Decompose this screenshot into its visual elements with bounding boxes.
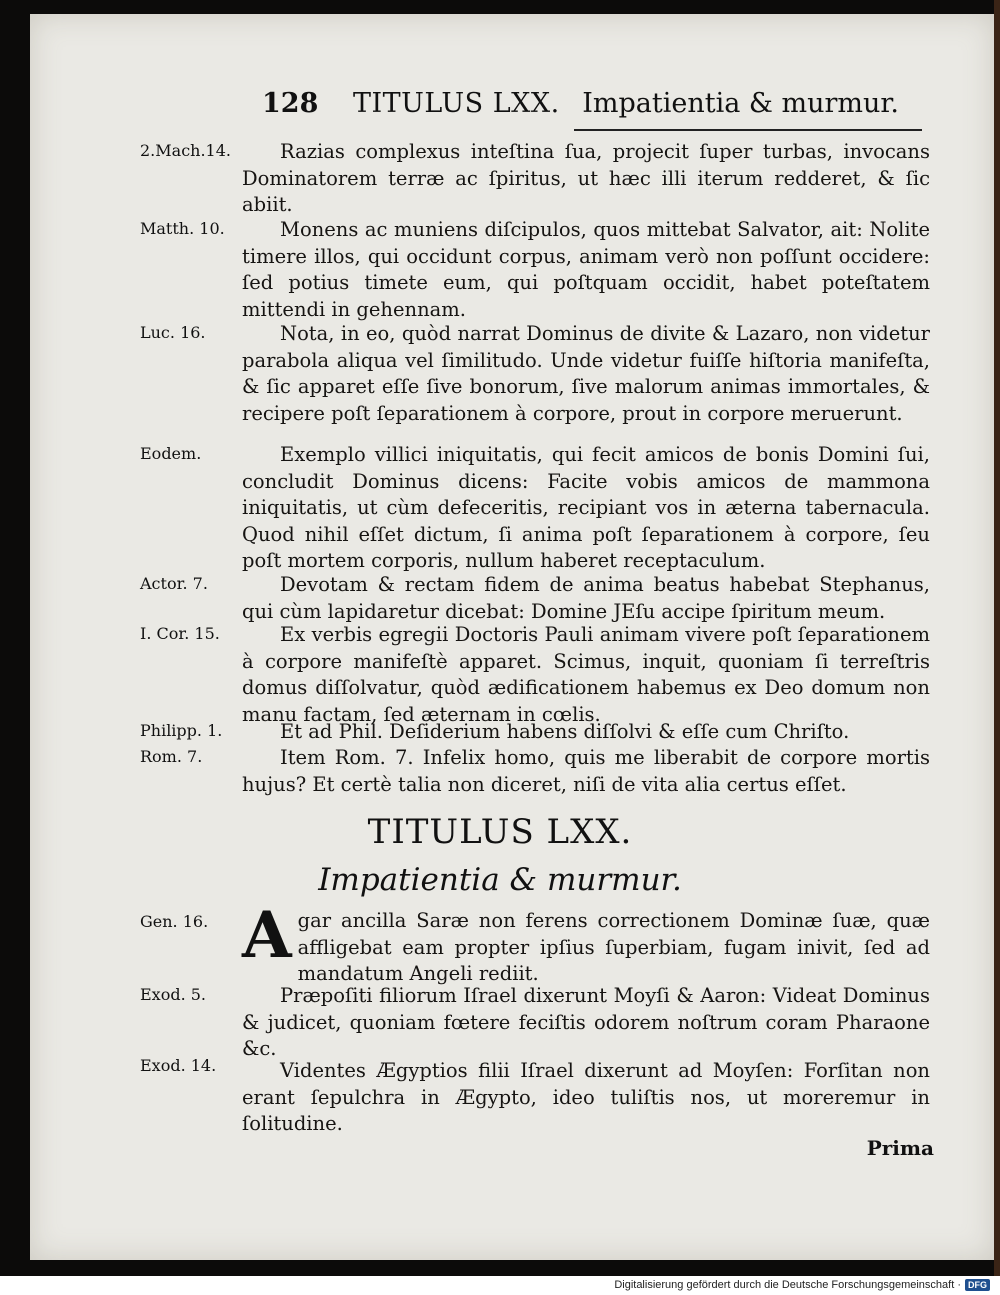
- section-subtitle: Impatientia & murmur.: [318, 862, 682, 898]
- margin-reference: Gen. 16.: [140, 912, 209, 931]
- margin-reference: 2.Mach.14.: [140, 141, 231, 160]
- margin-reference: Actor. 7.: [140, 574, 208, 593]
- catchword: Prima: [866, 1136, 934, 1160]
- paragraph: Razias complexus inteſtina ſua, projecit ſuper turbas, invocans Dominatorem terræ ac ſpiritus, ut hæc illi iterum redderet, & ſic abiit.: [242, 140, 930, 216]
- section-title: TITULUS LXX.: [367, 812, 633, 852]
- paragraph: Exemplo villici iniquitatis, qui fecit amicos de bonis Domini ſui, concludit Dominus dicens: Facite vobis amicos de mammona iniquitatis, ut cùm defeceritis, recipiant vos in æterna tabernacula. Quod nihil eſſet dictum, ſi anima poſt ſeparationem à corpore, ſeu poſt mortem corporis, nullum haberet receptaculum.: [242, 443, 930, 572]
- drop-cap-letter: A: [242, 898, 292, 973]
- paragraph: Monens ac muniens diſcipulos, quos mittebat Salvator, ait: Nolite timere illos, qui occidunt corpus, animam verò non poſſunt occidere: ſed potius timete eum, qui poſtquam occidit, habet poteſtatem mittendi in gehennam.: [242, 218, 930, 321]
- credit-text: Digitalisierung gefördert durch die Deutsche Forschungsgemeinschaft ·: [614, 1279, 961, 1291]
- paragraph: Nota, in eo, quòd narrat Dominus de divite & Lazaro, non videtur parabola aliqua vel ſimilitudo. Unde videtur fuiſſe hiſtoria manifeſta, & ſic apparet eſſe ſive bonorum, ſive malorum animas immortales, & recipere poſt ſeparationem à corpore, prout in corpore meruerunt.: [242, 322, 930, 425]
- margin-reference: I. Cor. 15.: [140, 624, 220, 643]
- paragraph: Ex verbis egregii Doctoris Pauli animam vivere poſt ſeparationem à corpore manifeſtè apparet. Scimus, inquit, quoniam ſi terreſtris domus diſſolvatur, quòd ædificationem habemus ex Deo domum non manu factam, ſed æternam in cœlis.: [242, 623, 930, 726]
- margin-reference: Matth. 10.: [140, 219, 225, 238]
- dfg-logo-icon: DFG: [965, 1279, 990, 1291]
- paragraph: Præpoſiti filiorum Iſrael dixerunt Moyſi & Aaron: Videat Dominus & judicet, quoniam fœtere feciſtis odorem noſtrum coram Pharaone &c.: [242, 984, 930, 1060]
- digitization-credit: [614, 1279, 990, 1291]
- running-title: TITULUS LXX.: [352, 88, 560, 119]
- paragraph: Devotam & rectam fidem de anima beatus habebat Stephanus, qui cùm lapidaretur dicebat: Domine JEſu accipe ſpiritum meum.: [242, 573, 930, 623]
- margin-reference: Luc. 16.: [140, 323, 206, 342]
- paragraph: Et ad Phil. Deſiderium habens diſſolvi & eſſe cum Chriſto.: [280, 720, 850, 743]
- book-spine-edge: [994, 0, 1000, 1276]
- margin-reference: Rom. 7.: [140, 747, 203, 766]
- page-number: 128: [262, 88, 319, 119]
- margin-reference: Exod. 14.: [140, 1056, 217, 1075]
- header-rule: [574, 129, 922, 131]
- paragraph: Videntes Ægyptios filii Iſrael dixerunt ad Moyſen: Forſitan non erant ſepulchra in Ægypto, ideo tuliſtis nos, ut moreremur in ſolitudine.: [242, 1059, 930, 1135]
- paragraph: Item Rom. 7. Infelix homo, quis me liberabit de corpore mortis hujus? Et certè talia non diceret, niſi de vita alia certus eſſet.: [242, 746, 930, 796]
- margin-reference: Exod. 5.: [140, 985, 207, 1004]
- running-header: [262, 88, 942, 119]
- paragraph: Agar ancilla Saræ non ferens correctionem Dominæ ſuæ, quæ affligebat eam propter ipſius ſuperbiam, fugam inivit, ſed ad mandatum Angeli rediit.: [242, 898, 930, 985]
- margin-reference: Philipp. 1.: [140, 721, 223, 740]
- margin-reference: Eodem.: [140, 444, 202, 463]
- running-subtitle: Impatientia & murmur.: [582, 88, 899, 119]
